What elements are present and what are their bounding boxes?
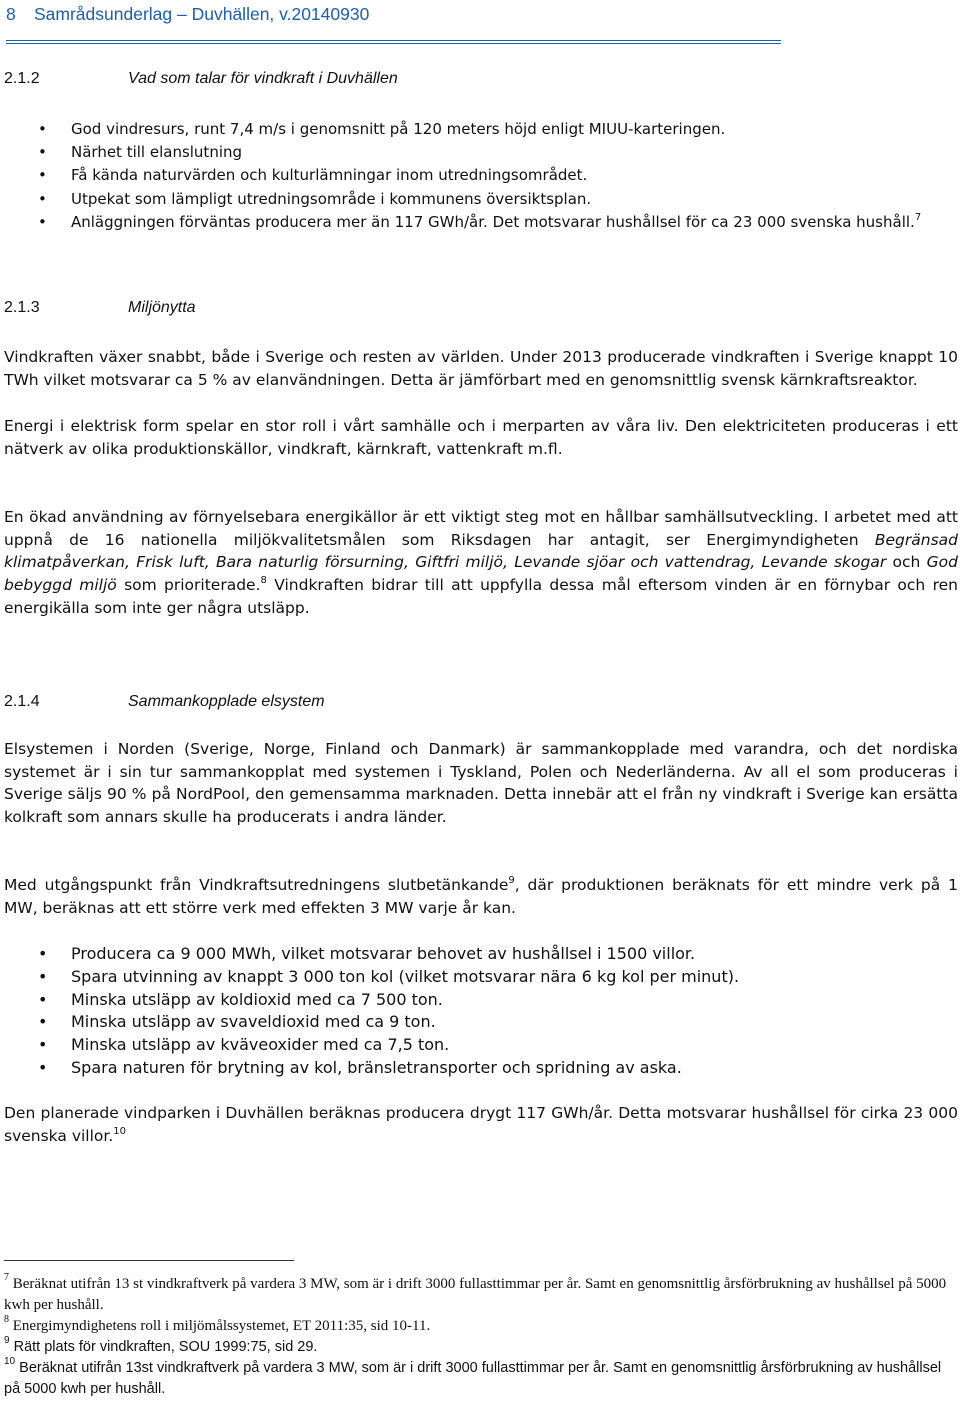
paragraph	[4, 1102, 958, 1147]
environmental-goal: God bebyggd miljö	[4, 553, 958, 595]
footnote-number: 10	[4, 1356, 16, 1368]
list-item: • Närhet till elanslutning	[0, 141, 958, 164]
footnote-text: Rätt plats för vindkraften, SOU 1999:75, sid 29.	[13, 1339, 318, 1355]
footnote-separator	[4, 1260, 294, 1261]
footnote-ref: 8	[260, 574, 267, 586]
footnote	[4, 1358, 958, 1399]
paragraph: Elsystemen i Norden (Sverige, Norge, Finland och Danmark) är sammankopplade med varandra, och det nordiska systemet är i sin tur sammankopplat med systemen i Tyskland, Polen och Nederländerna. Av all el som produceras i Sverige säljs 90 % på NordPool, den gemensamma marknaden. Detta innebär att el från ny vindkraft i Sverige kan ersätta kolkraft som annars skulle ha producerats i andra länder.	[4, 740, 958, 827]
paragraph: Energi i elektrisk form spelar en stor roll i vårt samhälle och i merparten av våra liv. Den elektriciteten produceras i ett nätverk av olika produktionskällor, vindkraft, kärnkraft, vattenkraft m.fl.	[4, 417, 958, 458]
footnote-text: Beräknat utifrån 13st vindkraftverk på vardera 3 MW, som är i drift 3000 fullasttimmar per år. Samt en genomsnittlig årsförbrukning av hushållsel på 5000 kwh per hushåll.	[4, 1360, 942, 1397]
paragraph	[4, 506, 958, 620]
footnote	[4, 1337, 958, 1358]
footnote-number: 8	[4, 1314, 9, 1325]
running-header	[6, 4, 369, 25]
section-heading-2-1-3	[4, 299, 196, 317]
footnote-number: 7	[4, 1272, 9, 1283]
list-item: • God vindresurs, runt 7,4 m/s i genomsnitt på 120 meters höjd enligt MIUU-karteringen.	[0, 118, 958, 141]
paragraph	[4, 874, 958, 919]
footnote-ref: 7	[914, 211, 922, 223]
section-heading-2-1-2	[4, 70, 398, 88]
list-item: • Få kända naturvärden och kulturlämningar inom utredningsområdet.	[0, 164, 958, 187]
section-title: Vad som talar för vindkraft i Duvhällen	[128, 70, 398, 87]
footnote	[4, 1274, 958, 1315]
section-number: 2.1.2	[4, 70, 40, 87]
list-item: • Utpekat som lämpligt utredningsområde i kommunens översiktsplan.	[0, 188, 958, 211]
paragraph-text: , där produktionen beräknats för ett mindre verk på 1 MW, beräknas att ett större verk med effekten 3 MW varje år kan.	[4, 876, 958, 917]
header-rule-top	[6, 40, 781, 41]
paragraph-text: och	[892, 553, 921, 572]
section-title: Sammankopplade elsystem	[128, 693, 325, 710]
list-item: • Spara naturen för brytning av kol, bränsletransporter och spridning av aska.	[0, 1057, 958, 1080]
list-item: • Producera ca 9 000 MWh, vilket motsvarar behovet av hushållsel i 1500 villor.	[0, 943, 958, 966]
footnote-text: Beräknat utifrån 13 st vindkraftverk på vardera 3 MW, som är i drift 3000 fullasttimmar per år. Samt en genomsnittlig årsförbrukning av hushållsel på 5000 kwh per hushåll.	[4, 1276, 947, 1313]
paragraph-text: Vindkraften bidrar till att uppfylla dessa mål eftersom vinden är en förnybar och ren energikälla som inte ger några utsläpp.	[4, 576, 958, 617]
advantages-list	[0, 118, 958, 234]
benefits-list	[0, 943, 958, 1080]
list-item: • Minska utsläpp av svaveldioxid med ca 9 ton.	[0, 1011, 958, 1034]
footnote-number: 9	[4, 1335, 10, 1347]
footnote-ref: 10	[113, 1125, 126, 1137]
paragraph: Vindkraften växer snabbt, både i Sverige och resten av världen. Under 2013 producerade vindkraften i Sverige knappt 10 TWh vilket motsvarar ca 5 % av elanvändningen. Detta är jämförbart med en genomsnittlig svensk kärnkraftsreaktor.	[4, 348, 958, 389]
paragraph-text: Den planerade vindparken i Duvhällen beräknas producera drygt 117 GWh/år. Detta motsvarar hushållsel för cirka 23 000 svenska villor.	[4, 1104, 958, 1145]
paragraph-text: Med utgångspunkt från Vindkraftsutredningens slutbetänkande	[4, 876, 509, 894]
list-item-text: Anläggningen förväntas producera mer än 117 GWh/år. Det motsvarar hushållsel för ca 23 000 svenska hushåll.	[71, 212, 915, 231]
document-title: Samrådsunderlag – Duvhällen, v.20140930	[34, 4, 370, 24]
paragraph-text: som prioriterade.	[124, 576, 261, 595]
section-heading-2-1-4	[4, 693, 325, 711]
footnote-text: Energimyndighetens roll i miljömålssystemet, ET 2011:35, sid 10-11.	[12, 1318, 431, 1334]
page-number: 8	[6, 4, 16, 24]
environmental-goals: Begränsad klimatpåverkan, Frisk luft, Bara naturlig försurning, Giftfri miljö, Levande sjöar och vattendrag, Levande skogar	[4, 530, 958, 572]
list-item: • Minska utsläpp av koldioxid med ca 7 500 ton.	[0, 989, 958, 1012]
section-title: Miljönytta	[128, 299, 196, 316]
footnote-ref: 9	[508, 874, 515, 886]
list-item: • Spara utvinning av knappt 3 000 ton kol (vilket motsvarar nära 6 kg kol per minut).	[0, 966, 958, 989]
paragraph-text: En ökad användning av förnyelsebara energikällor är ett viktigt steg mot en hållbar samhällsutveckling. I arbetet med att uppnå de 16 nationella miljökvalitetsmålen som Riksdagen har antagit, ser Energimyndigheten	[4, 508, 958, 549]
footnote	[4, 1316, 958, 1337]
section-number: 2.1.3	[4, 299, 40, 316]
list-item: • Minska utsläpp av kväveoxider med ca 7,5 ton.	[0, 1034, 958, 1057]
list-item	[0, 211, 958, 234]
header-rule-bottom	[6, 43, 781, 44]
section-number: 2.1.4	[4, 693, 40, 710]
